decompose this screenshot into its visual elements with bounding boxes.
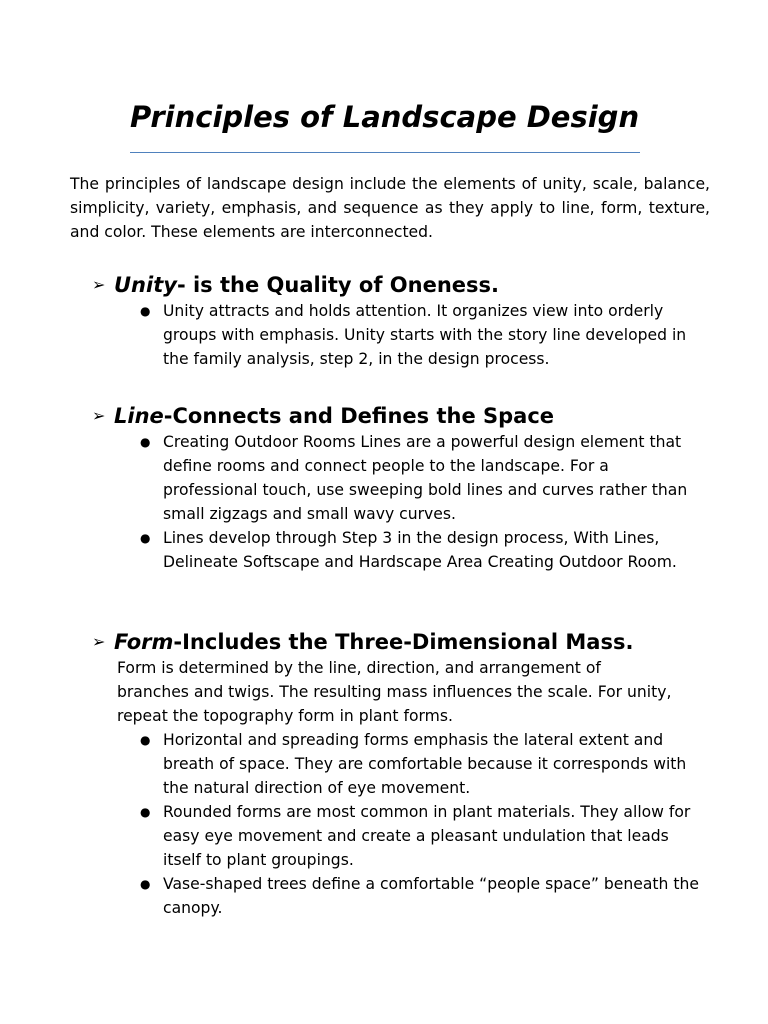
- section-unity: [92, 271, 712, 371]
- bullet-dot-icon: ●: [140, 304, 151, 318]
- list-item: [92, 299, 703, 371]
- list-item: [92, 728, 703, 800]
- bullet-dot-icon: ●: [140, 733, 151, 747]
- section-form: [92, 628, 712, 920]
- bullet-dot-icon: ●: [140, 531, 151, 545]
- section-paragraph: Form is determined by the line, direction, and arrangement of branches and twigs. The resulting mass influences the scale. For unity, repeat the topography form in plant forms.: [117, 659, 672, 725]
- bullet-list: [92, 728, 712, 920]
- section-line: [92, 402, 712, 574]
- bullet-dot-icon: ●: [140, 877, 151, 891]
- list-item: [92, 800, 703, 872]
- section-heading-text: - is the Quality of Oneness.: [176, 273, 500, 297]
- section-term: Line: [114, 404, 164, 428]
- section-heading-text: -Connects and Defines the Space: [163, 404, 555, 428]
- intro-paragraph: The principles of landscape design include the elements of unity, scale, balance, simplicity, variety, emphasis, and sequence as they apply to line, form, texture, and color. These elements are interconnected.: [70, 175, 710, 241]
- list-item: [92, 872, 703, 920]
- list-item-text: Creating Outdoor Rooms Lines are a powerful design element that define rooms and connect people to the landscape. For a professional touch, use sweeping bold lines and curves rather than small zigzags and small wavy curves.: [163, 433, 688, 523]
- section-term: Form: [114, 630, 174, 654]
- bullet-dot-icon: ●: [140, 805, 151, 819]
- section-heading: [92, 402, 712, 430]
- bullet-dot-icon: ●: [140, 435, 151, 449]
- section-heading-text: -Includes the Three-Dimensional Mass.: [173, 630, 634, 654]
- section-heading: [92, 628, 712, 656]
- list-item-text: Unity attracts and holds attention. It organizes view into orderly groups with emphasis. Unity starts with the story line developed in the family analysis, step 2, in the design process.: [163, 302, 687, 368]
- list-item-text: Horizontal and spreading forms emphasis the lateral extent and breath of space. They are comfortable because it corresponds with the natural direction of eye movement.: [163, 731, 687, 797]
- section-term: Unity: [114, 273, 177, 297]
- list-item-text: Lines develop through Step 3 in the design process, With Lines, Delineate Softscape and Hardscape Area Creating Outdoor Room.: [163, 529, 677, 571]
- section-heading: [92, 271, 712, 299]
- page-title: Principles of Landscape Design: [130, 100, 640, 134]
- list-item-text: Rounded forms are most common in plant materials. They allow for easy eye movement and create a pleasant undulation that leads itself to plant groupings.: [163, 803, 691, 869]
- title-underline: [130, 152, 640, 153]
- arrow-bullet-icon: ➢: [92, 406, 106, 425]
- arrow-bullet-icon: ➢: [92, 632, 106, 651]
- arrow-bullet-icon: ➢: [92, 275, 106, 294]
- list-item: [92, 430, 703, 526]
- list-item: [92, 526, 703, 574]
- bullet-list: [92, 430, 712, 574]
- bullet-list: [92, 299, 712, 371]
- list-item-text: Vase-shaped trees define a comfortable “people space” beneath the canopy.: [163, 875, 699, 917]
